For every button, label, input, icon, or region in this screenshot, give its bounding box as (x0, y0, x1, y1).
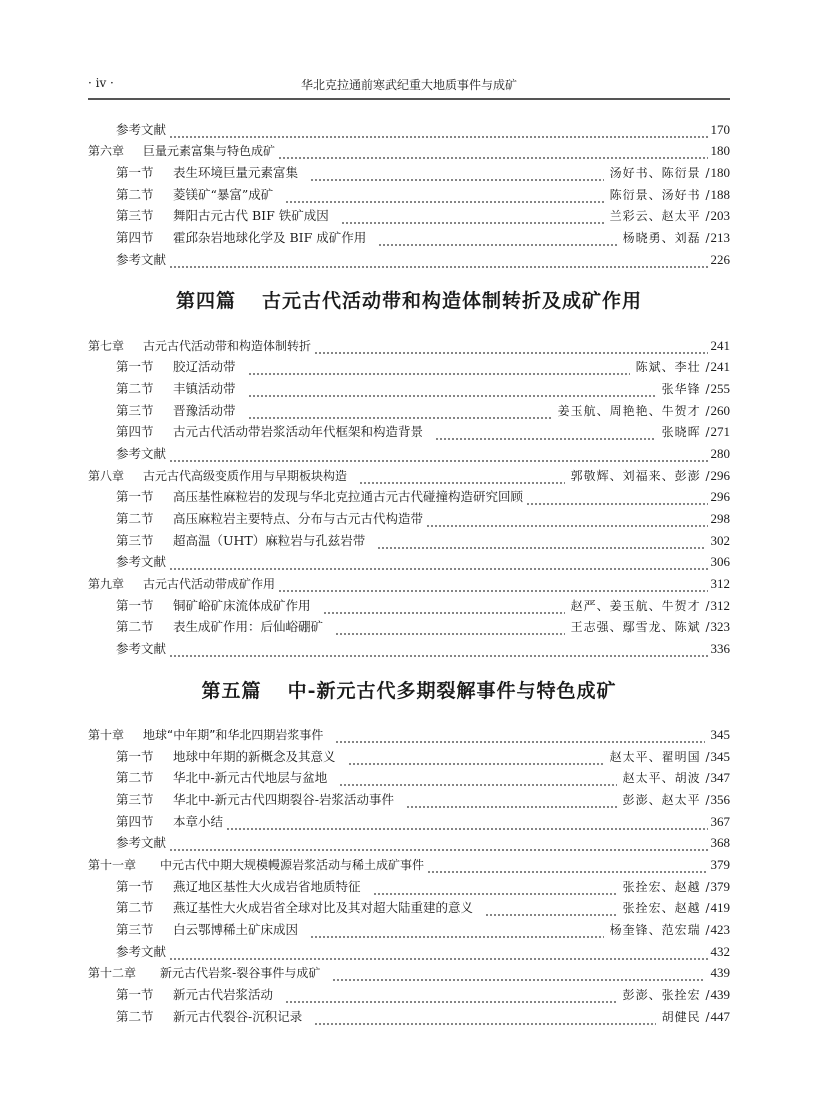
references-entry[interactable] (88, 549, 730, 571)
author-names: 杨奎锋、范宏瑞 (609, 923, 701, 937)
entry-label: 第六章 (88, 144, 125, 159)
entry-title: 高压基性麻粒岩的发现与华北克拉通古元古代碰撞构造研究回顾 (173, 489, 524, 505)
separator: / (700, 360, 711, 375)
entry-label: 第七章 (88, 338, 125, 353)
entry-label: 第四节 (116, 230, 154, 246)
part-heading (88, 657, 730, 721)
separator: / (700, 879, 711, 894)
dot-leader (314, 1013, 655, 1025)
entry-page: 298 (710, 511, 730, 526)
dot-leader (169, 948, 707, 960)
entry-page: 260 (710, 402, 730, 418)
entry-authors (623, 770, 711, 786)
section-entry[interactable] (88, 808, 730, 830)
chapter-entry[interactable] (88, 851, 730, 873)
entry-title: 白云鄂博稀土矿床成因 (173, 922, 299, 937)
entry-authors (610, 749, 711, 765)
section-entry[interactable] (88, 981, 730, 1003)
chapter-entry[interactable] (88, 960, 730, 982)
entry-authors (623, 230, 711, 246)
entry-page: 296 (710, 489, 730, 505)
section-entry[interactable] (88, 484, 730, 506)
entry-authors (571, 468, 711, 484)
entry-title: 古元古代活动带岩浆活动年代框架和构造背景 (173, 424, 424, 440)
entry-title: 地球中年期的新概念及其意义 (173, 748, 336, 764)
entry-label: 第二节 (116, 186, 154, 202)
entry-title: 参考文献 (116, 943, 167, 959)
entry-authors (610, 165, 711, 181)
entry-page: 180 (710, 165, 730, 181)
section-entry[interactable] (88, 614, 730, 636)
entry-page: 170 (710, 121, 730, 137)
entry-authors (623, 879, 711, 895)
author-names: 胡健民 (661, 1009, 701, 1024)
entry-page: 180 (710, 143, 730, 159)
dot-leader (278, 580, 707, 592)
entry-label: 第二节 (116, 1008, 154, 1024)
dot-leader (426, 515, 707, 527)
dot-leader (169, 839, 707, 851)
entry-page: 379 (710, 878, 730, 894)
separator: / (700, 792, 711, 807)
entry-title: 参考文献 (116, 445, 167, 461)
dot-leader (332, 969, 704, 981)
entry-title: 燕辽基性大火成岩省全球对比及其对超大陆重建的意义 (173, 900, 474, 916)
section-entry[interactable] (88, 354, 730, 376)
dot-leader (339, 774, 616, 786)
dot-leader (248, 363, 630, 375)
entry-authors (636, 359, 711, 375)
dot-leader (278, 147, 707, 159)
dot-leader (285, 191, 603, 203)
entry-page: 306 (710, 554, 730, 570)
entry-authors (558, 403, 711, 419)
entry-title: 表生成矿作用：后仙峪硼矿 (173, 619, 324, 635)
dot-leader (248, 385, 656, 397)
entry-authors (610, 187, 711, 203)
chapter-entry[interactable] (88, 721, 730, 743)
separator: / (700, 403, 711, 418)
references-entry[interactable] (88, 635, 730, 657)
author-names: 赵严、姜玉航、牛贺才 (570, 598, 701, 613)
entry-page: 323 (710, 619, 730, 635)
entry-page: 345 (710, 726, 730, 742)
dot-leader (285, 991, 617, 1003)
entry-label: 第三节 (116, 922, 154, 937)
separator: / (700, 901, 711, 916)
dot-leader (348, 753, 604, 765)
dot-leader (169, 558, 707, 570)
entry-page: 367 (710, 813, 730, 829)
references-entry[interactable] (88, 246, 730, 268)
dot-leader (377, 537, 704, 549)
entry-label: 第三节 (116, 208, 154, 224)
part-label: 第四篇 (175, 290, 236, 313)
entry-label: 第一节 (116, 359, 154, 375)
section-entry[interactable] (88, 743, 730, 765)
dot-leader (169, 256, 707, 268)
entry-title: 表生环境巨量元素富集 (173, 165, 299, 181)
entry-page: 356 (710, 791, 730, 807)
separator: / (700, 1009, 711, 1024)
entry-label: 第一节 (116, 489, 154, 505)
book-title: 华北克拉通前寒武纪重大地质事件与成矿 (300, 78, 517, 92)
entry-title: 华北中-新元古代四期裂谷-岩浆活动事件 (173, 791, 394, 807)
dot-leader (335, 623, 565, 635)
entry-label: 第二节 (116, 900, 154, 916)
author-names: 彭澎、张拴宏 (622, 988, 701, 1003)
entry-page: 188 (710, 186, 730, 202)
entry-page: 241 (710, 359, 730, 375)
section-entry[interactable] (88, 786, 730, 808)
entry-authors (623, 792, 711, 808)
entry-page: 347 (710, 770, 730, 786)
entry-title: 高压麻粒岩主要特点、分布与古元古代构造带 (173, 511, 424, 526)
separator: / (700, 425, 711, 440)
entry-title: 新元古代岩浆活动 (173, 987, 274, 1003)
entry-title: 舞阳古元古代 BIF 铁矿成因 (173, 208, 329, 224)
entry-title: 霍邱杂岩地球化学及 BIF 成矿作用 (173, 230, 367, 246)
dot-leader (310, 169, 604, 181)
entry-label: 第九章 (88, 577, 125, 592)
entry-page: 439 (710, 965, 730, 981)
entry-authors (662, 424, 711, 440)
entry-page: 432 (710, 943, 730, 959)
running-header (88, 76, 730, 96)
entry-label: 第三节 (116, 402, 154, 418)
entry-label: 第四节 (116, 424, 154, 440)
author-names: 兰彩云、赵太平 (609, 209, 701, 224)
author-names: 陈斌、李壮 (635, 360, 701, 375)
part-title: 中-新元古代多期裂解事件与特色成矿 (287, 679, 617, 702)
chapter-entry[interactable] (88, 138, 730, 160)
entry-page: 271 (710, 424, 730, 440)
section-entry[interactable] (88, 181, 730, 203)
entry-title: 新元古代岩浆-裂谷事件与成矿 (160, 966, 321, 981)
section-entry[interactable] (88, 895, 730, 917)
dot-leader (427, 861, 707, 873)
entry-page: 226 (710, 251, 730, 267)
entry-authors (662, 1009, 711, 1025)
entry-page: 447 (710, 1008, 730, 1024)
entry-page: 312 (710, 576, 730, 592)
entry-title: 丰镇活动带 (173, 380, 236, 396)
section-entry[interactable] (88, 203, 730, 225)
entry-title: 地球“中年期”和华北四期岩浆事件 (143, 727, 324, 742)
separator: / (700, 620, 711, 635)
dot-leader (378, 234, 616, 246)
entry-title: 古元古代活动带和构造体制转折 (143, 338, 312, 353)
separator: / (700, 923, 711, 937)
separator: / (700, 381, 711, 396)
entry-label: 第一节 (116, 597, 154, 613)
entry-page: 213 (710, 230, 730, 246)
author-names: 郭敬辉、刘福来、彭澎 (570, 468, 701, 483)
dot-leader (169, 645, 707, 657)
entry-page: 280 (710, 445, 730, 461)
entry-title: 古元古代高级变质作用与早期板块构造 (143, 468, 348, 483)
entry-title: 参考文献 (116, 121, 167, 137)
part-title: 古元古代活动带和构造体制转折及成矿作用 (262, 290, 643, 313)
dot-leader (248, 407, 552, 419)
entry-title: 参考文献 (116, 554, 167, 570)
entry-authors (623, 987, 711, 1003)
entry-title: 铜矿峪矿床流体成矿作用 (173, 597, 311, 613)
section-entry[interactable] (88, 419, 730, 441)
author-names: 陈衍景、汤好书 (609, 187, 701, 202)
chapter-entry[interactable] (88, 332, 730, 354)
section-entry[interactable] (88, 159, 730, 181)
section-entry[interactable] (88, 765, 730, 787)
page-number: · iv · (88, 76, 114, 90)
separator: / (700, 166, 711, 181)
header-rule (88, 98, 730, 100)
section-entry[interactable] (88, 397, 730, 419)
entry-page: 302 (710, 532, 730, 548)
entry-title: 超高温（UHT）麻粒岩与孔兹岩带 (173, 532, 366, 548)
entry-title: 中元古代中期大规模幔源岩浆活动与稀土成矿事件 (160, 857, 425, 872)
entry-page: 241 (710, 337, 730, 353)
author-names: 张拴宏、赵越 (622, 879, 701, 894)
entry-label: 第二节 (116, 770, 154, 786)
entry-page: 203 (710, 208, 730, 224)
entry-authors (571, 598, 711, 614)
dot-leader (485, 904, 617, 916)
entry-page: 419 (710, 900, 730, 916)
entry-label: 第十一章 (88, 857, 137, 872)
entry-title: 参考文献 (116, 641, 167, 657)
separator: / (700, 187, 711, 202)
author-names: 赵太平、胡波 (622, 771, 701, 786)
separator: / (700, 771, 711, 786)
entry-authors (571, 619, 711, 635)
author-names: 赵太平、翟明国 (609, 749, 701, 764)
references-entry[interactable] (88, 440, 730, 462)
separator: / (700, 749, 711, 764)
chapter-entry[interactable] (88, 462, 730, 484)
author-names: 汤好书、陈衍景 (609, 166, 701, 181)
part-label: 第五篇 (201, 679, 262, 702)
entry-label: 第一节 (116, 878, 154, 894)
author-names: 张晓晖 (661, 425, 701, 440)
part-heading (88, 268, 730, 332)
separator: / (700, 988, 711, 1003)
author-names: 王志强、鄢雪龙、陈斌 (570, 620, 701, 635)
dot-leader (359, 472, 565, 484)
author-names: 张华锋 (661, 381, 701, 396)
entry-title: 古元古代活动带成矿作用 (143, 577, 276, 592)
entry-title: 胶辽活动带 (173, 359, 236, 375)
entry-title: 本章小结 (173, 813, 224, 829)
dot-leader (314, 342, 707, 354)
author-names: 彭澎、赵太平 (622, 792, 701, 807)
entry-authors (623, 900, 711, 916)
entry-title: 新元古代裂谷-沉积记录 (173, 1008, 303, 1024)
entry-label: 第八章 (88, 468, 125, 483)
section-entry[interactable] (88, 916, 730, 938)
entry-authors (610, 208, 711, 224)
references-entry[interactable] (88, 938, 730, 960)
dot-leader (406, 796, 617, 808)
entry-title: 华北中-新元古代地层与盆地 (173, 770, 328, 786)
entry-title: 晋豫活动带 (173, 402, 236, 418)
section-entry[interactable] (88, 1003, 730, 1025)
entry-title: 燕辽地区基性大火成岩省地质特征 (173, 878, 361, 894)
section-entry[interactable] (88, 224, 730, 246)
section-entry[interactable] (88, 592, 730, 614)
references-entry[interactable] (88, 830, 730, 852)
entry-label: 第一节 (116, 987, 154, 1003)
chapter-entry[interactable] (88, 570, 730, 592)
section-entry[interactable] (88, 873, 730, 895)
separator: / (700, 231, 711, 246)
entry-page: 312 (710, 597, 730, 613)
dot-leader (335, 731, 704, 743)
dot-leader (373, 883, 617, 895)
author-names: 姜玉航、周艳艳、牛贺才 (557, 403, 701, 418)
entry-label: 第十章 (88, 727, 125, 742)
dot-leader (323, 602, 565, 614)
table-of-contents (88, 116, 730, 1025)
separator: / (700, 468, 711, 483)
separator: / (700, 209, 711, 224)
dot-leader (341, 212, 604, 224)
entry-title: 参考文献 (116, 835, 167, 851)
entry-page: 336 (710, 641, 730, 657)
entry-label: 第三节 (116, 532, 154, 548)
separator: / (700, 598, 711, 613)
entry-title: 菱镁矿“暴富”成矿 (173, 186, 274, 202)
dot-leader (226, 818, 707, 830)
section-entry[interactable] (88, 527, 730, 549)
entry-label: 第二节 (116, 380, 154, 396)
dot-leader (169, 126, 707, 138)
dot-leader (310, 926, 604, 938)
author-names: 张拴宏、赵越 (622, 901, 701, 916)
section-entry[interactable] (88, 505, 730, 527)
section-entry[interactable] (88, 375, 730, 397)
entry-page: 255 (710, 380, 730, 396)
entry-label: 第四节 (116, 813, 154, 829)
entry-authors (662, 381, 711, 397)
entry-label: 第一节 (116, 165, 154, 181)
dot-leader (435, 428, 656, 440)
entry-authors (610, 922, 711, 938)
entry-page: 368 (710, 835, 730, 851)
entry-page: 423 (710, 922, 730, 937)
entry-page: 379 (710, 856, 730, 872)
entry-label: 第二节 (116, 619, 154, 635)
dot-leader (169, 450, 707, 462)
entry-page: 439 (710, 987, 730, 1003)
entry-page: 296 (710, 467, 730, 483)
author-names: 杨晓勇、刘磊 (622, 231, 701, 246)
references-entry[interactable] (88, 116, 730, 138)
entry-label: 第三节 (116, 791, 154, 807)
entry-title: 巨量元素富集与特色成矿 (143, 144, 276, 159)
entry-title: 参考文献 (116, 251, 167, 267)
entry-label: 第一节 (116, 748, 154, 764)
dot-leader (526, 493, 707, 505)
entry-label: 第二节 (116, 511, 154, 526)
entry-page: 345 (710, 748, 730, 764)
entry-label: 第十二章 (88, 966, 137, 981)
